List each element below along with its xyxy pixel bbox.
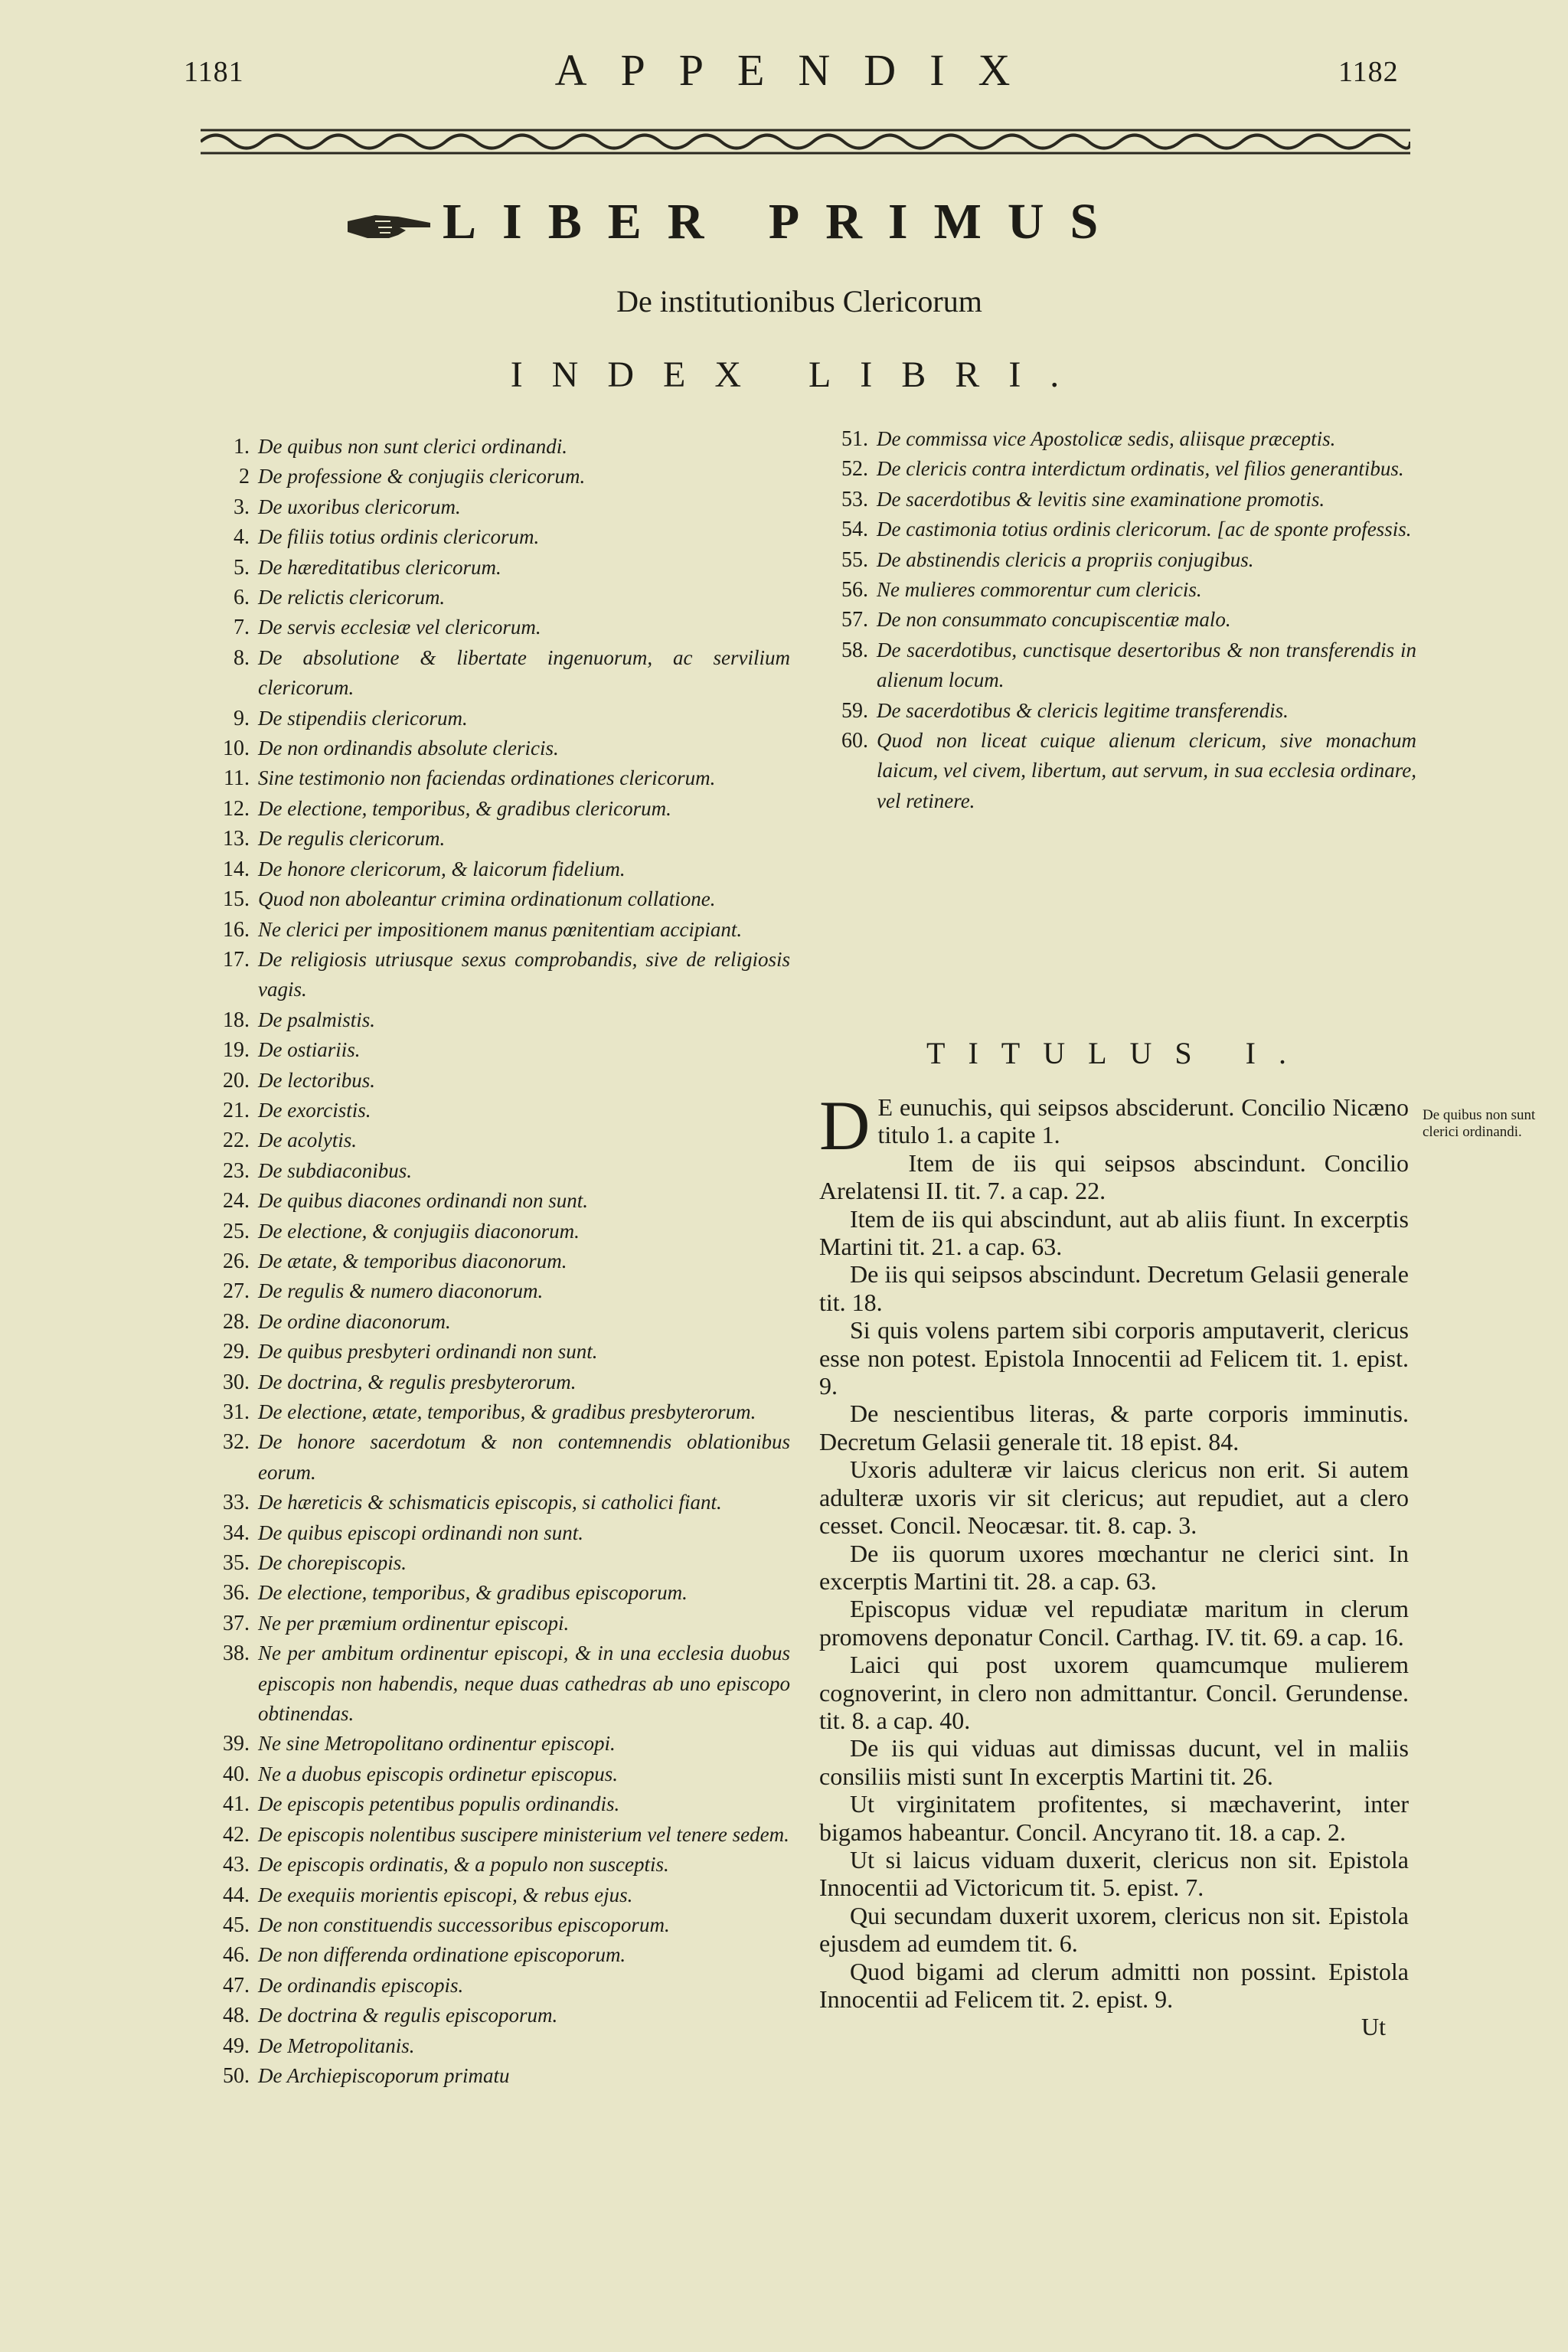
index-entry: [819, 635, 1416, 696]
first-paragraph: [819, 1086, 1409, 1165]
index-entry-number: 8.: [234, 645, 250, 670]
index-entry-text: De non differenda ordinatione episcoporum.: [258, 1943, 626, 1967]
index-entry-text: De Metropolitanis.: [258, 2034, 415, 2057]
index-entry: [201, 583, 790, 612]
index-entry-number: 1.: [234, 435, 250, 459]
index-entry-number: 20.: [223, 1068, 250, 1093]
index-entry-number: 2: [239, 465, 250, 489]
index-entry: [201, 884, 790, 914]
titulus-paragraph: Ut si laicus viduam duxerit, clericus non sit. Epistola Innocentii ad Victoricum tit. 5. epist. 7.: [819, 1845, 1409, 1902]
index-entry: [201, 1971, 790, 2001]
titulus-paragraph: Episcopus viduæ vel repudiatæ maritum in clerum promovens deponatur Concil. Carthag. IV. tit. 69. a cap. 16.: [819, 1595, 1409, 1651]
index-entry: [201, 1820, 790, 1850]
index-entry-number: 17.: [223, 947, 250, 972]
titulus-paragraph: Qui secundam duxerit uxorem, clericus non sit. Epistola ejusdem ad eumdem tit. 6.: [819, 1901, 1409, 1958]
index-entry-number: 7.: [234, 616, 250, 640]
index-entry: [201, 1578, 790, 1608]
index-entry: [819, 605, 1416, 635]
index-entry: [201, 1035, 790, 1065]
index-entry-number: 16.: [223, 917, 250, 942]
index-entry-text: De professione & conjugiis clericorum.: [258, 465, 586, 488]
index-entry: [201, 1427, 790, 1488]
ornamental-rule: [201, 124, 1410, 159]
index-entry: [201, 945, 790, 1005]
index-entry: [201, 522, 790, 552]
titulus-paragraph: Item de iis qui abscindunt, aut ab aliis fiunt. In excerptis Martini tit. 21. a cap. 63.: [819, 1204, 1409, 1261]
index-entry: [201, 1850, 790, 1880]
index-entry-text: Quod non aboleantur crimina ordinationum collatione.: [258, 887, 716, 911]
titulus-paragraph: Uxoris adulteræ vir laicus clericus non erit. Si autem adulteræ uxoris vir sit clericus; aut repudiet, aut a clero cesset. Concil. Neocæsar. tit. 8. cap. 3.: [819, 1455, 1409, 1540]
index-entry-number: 28.: [223, 1309, 250, 1334]
index-entry: [201, 763, 790, 793]
index-entry-number: 42.: [223, 1822, 250, 1847]
index-entry: [201, 1307, 790, 1337]
index-entry-number: 22.: [223, 1129, 250, 1153]
index-entry-text: De relictis clericorum.: [258, 586, 446, 609]
index-entry-text: De non ordinandis absolute clericis.: [258, 737, 559, 760]
index-entry-number: 29.: [223, 1340, 250, 1364]
index-entry: [201, 794, 790, 824]
index-entry: [201, 553, 790, 583]
index-entry-number: 6.: [234, 586, 250, 610]
index-entry-text: De acolytis.: [258, 1129, 357, 1152]
index-entry-text: De hæreticis & schismaticis episcopis, si catholici fiant.: [258, 1491, 722, 1514]
index-entry-text: De electione, temporibus, & gradibus clericorum.: [258, 796, 671, 820]
index-entry-text: De stipendiis clericorum.: [258, 706, 468, 730]
index-entry: [201, 1005, 790, 1035]
index-entry-number: 9.: [234, 706, 250, 730]
index-entry-text: De honore sacerdotum & non contemnendis oblationibus eorum.: [258, 1430, 790, 1484]
index-entry-number: 55.: [841, 547, 868, 572]
index-entry-number: 25.: [223, 1219, 250, 1243]
index-entry-text: Quod non liceat cuique alienum clericum, sive monachum laicum, vel civem, libertum, aut servum, in sua ecclesia ordinare, vel retinere.: [877, 729, 1416, 812]
index-entry-text: De non consummato concupiscentiæ malo.: [877, 608, 1231, 632]
index-entry: [201, 1609, 790, 1638]
index-entry: [819, 485, 1416, 514]
index-entry: [201, 1488, 790, 1517]
index-entry: [201, 1940, 790, 1970]
index-entry-text: De electione, temporibus, & gradibus episcoporum.: [258, 1581, 688, 1605]
index-entry-text: De uxoribus clericorum.: [258, 495, 461, 518]
titulus-paragraph: Ut virginitatem profitentes, si mæchaverint, inter bigamos habeantur. Concil. Ancyrano tit. 18. a cap. 2.: [819, 1790, 1409, 1846]
index-entry: [819, 575, 1416, 605]
index-entry-number: 12.: [223, 796, 250, 821]
drop-cap: D: [819, 1086, 871, 1165]
left-page-number: 1181: [184, 56, 244, 88]
catchword: Ut: [1361, 2013, 1386, 2041]
index-entry-number: 59.: [841, 698, 868, 723]
index-entry-number: 3.: [234, 495, 250, 519]
index-entry: [201, 1910, 790, 1940]
index-entry-number: 50.: [223, 2063, 250, 2088]
index-entry: [201, 1246, 790, 1276]
index-entry-text: De absolutione & libertate ingenuorum, ac servilium clericorum.: [258, 645, 790, 700]
index-entry: [201, 1518, 790, 1548]
index-entry-number: 46.: [223, 1943, 250, 1968]
index-entry-number: 52.: [841, 457, 868, 482]
index-entry-number: 57.: [841, 608, 868, 632]
titulus-paragraph: Item de iis qui seipsos abscindunt. Concilio Arelatensi II. tit. 7. a cap. 22.: [819, 1148, 1409, 1205]
titulus-paragraph: Quod bigami ad clerum admitti non possint. Epistola Innocentii ad Felicem tit. 2. epist. 9.: [819, 1957, 1409, 2013]
index-entry: [201, 612, 790, 642]
index-entry-text: Ne a duobus episcopis ordinetur episcopus.: [258, 1762, 618, 1785]
index-entry-text: Ne sine Metropolitano ordinentur episcopi.: [258, 1732, 616, 1756]
index-entry-number: 18.: [223, 1008, 250, 1032]
index-entry: [201, 1217, 790, 1246]
index-entry: [201, 1337, 790, 1367]
index-entry-number: 21.: [223, 1098, 250, 1122]
index-entry: [201, 643, 790, 704]
index-entry-text: De chorepiscopis.: [258, 1551, 407, 1575]
index-entry: [201, 1156, 790, 1186]
titulus-paragraph: De iis qui viduas aut dimissas ducunt, vel in maliis consiliis misti sunt In excerptis Martini tit. 26.: [819, 1734, 1409, 1790]
index-entry-number: 4.: [234, 525, 250, 550]
book-title-text: LIBER PRIMUS: [443, 194, 1125, 250]
index-entry-text: De electione, & conjugiis diaconorum.: [258, 1219, 580, 1243]
index-entry-text: De quibus non sunt clerici ordinandi.: [258, 435, 567, 458]
index-entry-text: De episcopis petentibus populis ordinandis.: [258, 1792, 620, 1816]
titulus-paragraph: De iis quorum uxores mœchantur ne clerici sint. In excerptis Martini tit. 28. a cap. 63.: [819, 1539, 1409, 1595]
index-entry-text: De castimonia totius ordinis clericorum. [ac de sponte professis.: [877, 518, 1412, 541]
index-entry: [201, 1367, 790, 1397]
index-entry-text: De hæreditatibus clericorum.: [258, 555, 501, 579]
index-entry: [201, 492, 790, 522]
index-entry: [201, 854, 790, 884]
index-entry-number: 24.: [223, 1189, 250, 1214]
index-entry: [819, 726, 1416, 816]
index-entry-number: 43.: [223, 1853, 250, 1877]
index-entry-number: 13.: [223, 827, 250, 851]
index-entry-text: De quibus episcopi ordinandi non sunt.: [258, 1521, 583, 1544]
index-entry-number: 54.: [841, 518, 868, 542]
index-entry-number: 48.: [223, 2004, 250, 2028]
index-entry: [201, 1638, 790, 1729]
index-entry-text: Ne mulieres commorentur cum clericis.: [877, 578, 1202, 602]
margin-note: De quibus non sunt clerici ordinandi.: [1423, 1107, 1536, 1140]
index-entry: [201, 432, 790, 462]
index-entry-text: De sacerdotibus & clericis legitime transferendis.: [877, 698, 1289, 722]
index-column-left: [201, 432, 790, 2091]
index-entry: [201, 1066, 790, 1096]
index-entry-number: 32.: [223, 1430, 250, 1455]
index-entry: [201, 462, 790, 492]
index-entry: [201, 915, 790, 945]
index-entry-number: 27.: [223, 1279, 250, 1304]
index-entry-text: De regulis clericorum.: [258, 827, 446, 851]
index-entry-number: 36.: [223, 1581, 250, 1606]
index-entry: [201, 1548, 790, 1578]
index-entry-number: 35.: [223, 1551, 250, 1576]
index-entry-text: De sacerdotibus, cunctisque desertoribus & non transferendis in alienum locum.: [877, 638, 1416, 692]
running-header: APPENDIX: [554, 45, 1044, 95]
index-entry-number: 31.: [223, 1400, 250, 1424]
index-entry-text: De abstinendis clericis a propriis conjugibus.: [877, 547, 1254, 571]
index-entry-number: 53.: [841, 487, 868, 511]
titulus-paragraph: Laici qui post uxorem quamcumque mulierem cognoverint, in clero non admittantur. Concil. Gerundense. tit. 8. a cap. 40.: [819, 1651, 1409, 1734]
index-heading: INDEX LIBRI.: [510, 354, 1089, 395]
index-entry: [201, 704, 790, 733]
index-entry-number: 30.: [223, 1370, 250, 1394]
index-entry-number: 11.: [224, 766, 250, 791]
titulus-paragraph: De iis qui seipsos abscindunt. Decretum Gelasii generale tit. 18.: [819, 1260, 1409, 1316]
index-entry-text: De doctrina & regulis episcoporum.: [258, 2004, 558, 2027]
index-entry-number: 41.: [223, 1792, 250, 1817]
index-entry-text: De subdiaconibus.: [258, 1158, 412, 1182]
index-entry-text: De sacerdotibus & levitis sine examinatione promotis.: [877, 487, 1325, 511]
index-entry: [201, 1397, 790, 1427]
pointing-hand-icon: [345, 207, 436, 246]
index-entry-text: De ætate, & temporibus diaconorum.: [258, 1249, 567, 1272]
index-entry-number: 60.: [841, 729, 868, 753]
index-entry-number: 49.: [223, 2034, 250, 2058]
index-column-right: [819, 424, 1416, 816]
index-entry: [201, 2061, 790, 2091]
index-entry-text: Ne per ambitum ordinentur episcopi, & in una ecclesia duobus episcopis non habendis, neque duas cathedras ab uno episcopo obtinendas.: [258, 1642, 790, 1726]
book-title: [345, 193, 1340, 251]
index-entry: [201, 2031, 790, 2061]
index-entry-number: 10.: [223, 737, 250, 761]
index-entry-text: De ordinandis episcopis.: [258, 1973, 464, 1997]
titulus-body: [819, 1086, 1409, 2041]
index-entry: [201, 733, 790, 763]
index-entry-text: De commissa vice Apostolicæ sedis, aliisque præceptis.: [877, 427, 1336, 450]
index-entry-text: De honore clericorum, & laicorum fidelium.: [258, 857, 626, 880]
index-entry-number: 58.: [841, 638, 868, 662]
index-entry-text: De servis ecclesiæ vel clericorum.: [258, 616, 541, 639]
index-entry-number: 39.: [223, 1732, 250, 1756]
index-entry-number: 23.: [223, 1158, 250, 1183]
index-entry-number: 45.: [223, 1913, 250, 1937]
titulus-paragraph: De nescientibus literas, & parte corporis imminutis. Decretum Gelasii generale tit. 18 epist. 84.: [819, 1400, 1409, 1455]
index-entry-text: De Archiepiscoporum primatu: [258, 2063, 510, 2087]
index-entry-number: 15.: [223, 887, 250, 912]
index-entry-number: 47.: [223, 1973, 250, 1998]
index-entry: [201, 1186, 790, 1216]
index-entry-number: 5.: [234, 555, 250, 580]
index-entry-text: Ne clerici per impositionem manus pœnitentiam accipiant.: [258, 917, 743, 941]
index-entry: [819, 696, 1416, 726]
index-entry-number: 34.: [223, 1521, 250, 1545]
index-entry-text: De psalmistis.: [258, 1008, 376, 1031]
index-entry-number: 56.: [841, 578, 868, 603]
index-entry-number: 26.: [223, 1249, 250, 1273]
index-entry: [819, 424, 1416, 454]
titulus-heading: TITULUS I.: [926, 1036, 1309, 1070]
index-entry-text: De episcopis ordinatis, & a populo non susceptis.: [258, 1853, 669, 1877]
index-entry-number: 40.: [223, 1762, 250, 1786]
index-entry: [201, 2001, 790, 2030]
index-entry: [819, 514, 1416, 544]
index-entry-text: De religiosis utriusque sexus comprobandis, sive de religiosis vagis.: [258, 947, 790, 1001]
index-entry-number: 38.: [223, 1642, 250, 1666]
index-entry-number: 33.: [223, 1491, 250, 1515]
index-entry: [201, 1276, 790, 1306]
index-entry-text: De electione, ætate, temporibus, & gradibus presbyterorum.: [258, 1400, 756, 1423]
index-entry-text: Sine testimonio non faciendas ordinationes clericorum.: [258, 766, 716, 790]
index-entry: [201, 1125, 790, 1155]
index-entry-text: De ostiariis.: [258, 1038, 361, 1062]
index-entry-number: 44.: [223, 1883, 250, 1907]
index-entry-number: 51.: [841, 427, 868, 451]
right-page-number: 1182: [1338, 56, 1399, 88]
index-entry-text: De exequiis morientis episcopi, & rebus ejus.: [258, 1883, 633, 1906]
first-paragraph-text: E eunuchis, qui seipsos absciderunt. Concilio Nicæno titulo 1. a capite 1.: [877, 1093, 1409, 1149]
index-entry-text: De doctrina, & regulis presbyterorum.: [258, 1370, 577, 1393]
index-entry-number: 37.: [223, 1611, 250, 1635]
index-entry: [819, 545, 1416, 575]
index-entry: [201, 824, 790, 854]
index-entry-text: Ne per præmium ordinentur episcopi.: [258, 1611, 570, 1635]
index-entry-number: 19.: [223, 1038, 250, 1063]
index-entry: [201, 1729, 790, 1759]
index-entry-text: De quibus presbyteri ordinandi non sunt.: [258, 1340, 598, 1364]
index-entry-text: De non constituendis successoribus episcoporum.: [258, 1913, 670, 1936]
index-entry-text: De clericis contra interdictum ordinatis, vel filios generantibus.: [877, 457, 1404, 481]
index-entry-text: De exorcistis.: [258, 1098, 371, 1122]
index-entry: [819, 454, 1416, 484]
index-entry-text: De ordine diaconorum.: [258, 1309, 451, 1333]
book-subtitle: De institutionibus Clericorum: [616, 284, 982, 318]
index-entry-text: De lectoribus.: [258, 1068, 375, 1092]
index-entry-text: De regulis & numero diaconorum.: [258, 1279, 544, 1303]
index-entry: [201, 1759, 790, 1789]
titulus-paragraph: Si quis volens partem sibi corporis amputaverit, clericus esse non potest. Epistola Innocentii ad Felicem tit. 1. epist. 9.: [819, 1316, 1409, 1400]
index-entry-text: De filiis totius ordinis clericorum.: [258, 525, 540, 549]
index-entry: [201, 1096, 790, 1125]
index-entry-number: 14.: [223, 857, 250, 881]
index-entry: [201, 1880, 790, 1910]
index-entry-text: De episcopis nolentibus suscipere ministerium vel tenere sedem.: [258, 1822, 789, 1846]
index-entry: [201, 1789, 790, 1819]
index-entry-text: De quibus diacones ordinandi non sunt.: [258, 1189, 588, 1213]
